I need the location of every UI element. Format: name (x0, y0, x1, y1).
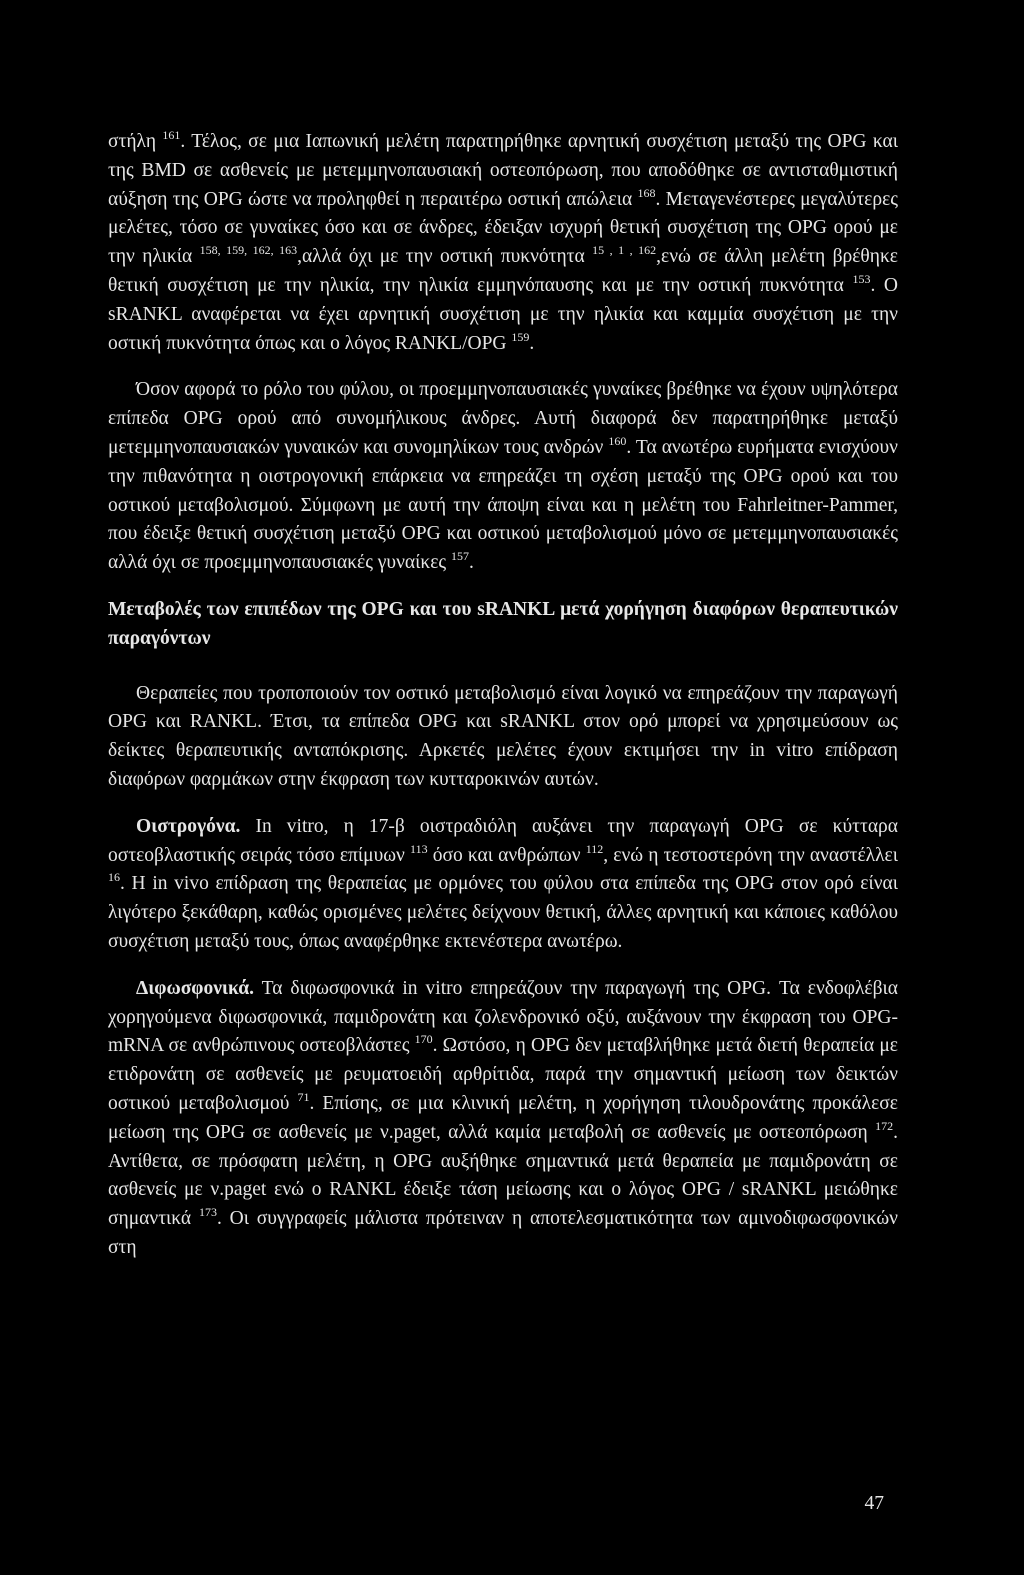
text-span: . Ωστόσο, η OPG δεν μεταβλήθηκε μετά διετή θεραπεία με ετιδρονάτη σε ασθενείς με ρευματοειδή αρθρίτιδα, παρά την σημαντική μείωση των δεικτών οστικού μεταβολισμού (108, 1035, 898, 1114)
citation-ref: 159 (511, 329, 530, 344)
text-span: . Η in vivo επίδραση της θεραπείας με ορμόνες του φύλου στα επίπεδα της OPG στον ορό είναι λιγότερο ξεκάθαρη, καθώς ορισμένες μελέτες δείχνουν θετική, άλλες αρνητική και κάποιες καθόλου συσχέτιση μεταξύ τους, όπως αναφέρθηκε εκτενέστερα ανωτέρω. (108, 873, 898, 952)
paragraph-sex-role (108, 376, 898, 578)
paragraph-lead: Διφωσφονικά. (136, 977, 254, 999)
citation-ref: 160 (608, 433, 627, 448)
citation-ref: 172 (875, 1118, 894, 1133)
paragraph-therapies-intro (108, 680, 898, 795)
text-span: . Ο sRANKL αναφέρεται να έχει αρνητική συσχέτιση με την ηλικία και καμμία συσχέτιση με την οστική πυκνότητα όπως και ο λόγος RANKL/OPG (108, 274, 898, 354)
text-span: όσο και ανθρώπων (427, 844, 586, 866)
text-span: . (468, 552, 474, 574)
text-span: . Αντίθετα, σε πρόσφατη μελέτη, η OPG αυξήθηκε σημαντικά μετά θεραπεία με παμιδρονάτη σε ασθενείς με ν.paget ενώ ο RANKL έδειξε τάση μείωσης και ο λόγος OPG / sRANKL μειώθηκε σημαντικά (108, 1121, 898, 1230)
citation-ref: 173 (198, 1205, 217, 1220)
text-span: . Επίσης, σε μια κλινική μελέτη, η χορήγηση τιλουδρονάτης προκάλεσε μείωση της OPG σε ασθενείς με ν.paget, αλλά καμία μεταβολή σε ασθενείς με οστεοπόρωση (108, 1092, 898, 1143)
text-span: . Τα ανωτέρω ευρήματα ενισχύουν την πιθανότητα η οιστρογονική επάρκεια να επηρεάζει τη σχέση μεταξύ της OPG ορού και του οστικού μεταβολισμού. Σύμφωνη με αυτή την άποψη είναι και η μελέτη του Fahrleitner-Pammer, που έδειξε θετική συσχέτιση μεταξύ OPG και οστικού μεταβολισμού μόνο σε μετεμμηνοπαυσιακές αλλά όχι σε προεμμηνοπαυσιακές γυναίκες (108, 436, 898, 574)
text-span: . Μεταγενέστερες μεγαλύτερες μελέτες, τόσο σε γυναίκες όσο και σε άνδρες, έδειξαν ισχυρή θετική συσχέτιση της OPG ορού με την ηλικία (108, 188, 898, 268)
text-span: , ενώ η τεστοστερόνη την αναστέλλει (603, 844, 898, 866)
section-heading: Μεταβολές των επιπέδων της OPG και του sRANKL μετά χορήγηση διαφόρων θεραπευτικών παραγόντων (108, 598, 898, 649)
citation-ref: 15 , 1 , 162 (592, 243, 657, 258)
text-span: ,ενώ σε άλλη μελέτη βρέθηκε θετική συσχέτιση με την ηλικία, την ηλικία εμμηνόπαυσης και με την οστική πυκνότητα (108, 246, 898, 296)
text-span: . Οι συγγραφείς μάλιστα πρότειναν η αποτελεσματικότητα των αμινοδιφωσφονικών στη (108, 1208, 898, 1258)
text-span: στήλη (108, 131, 163, 152)
document-page (108, 128, 898, 1263)
text-span: Τα διφωσφονικά in vitro επηρεάζουν την παραγωγή της OPG. Τα ενδοφλέβια χορηγούμενα διφωσφονικά, παμιδρονάτη και ζολενδρονικό οξύ, αυξάνουν την έκφραση του OPG-mRNA σε ανθρώπινους οστεοβλάστες (108, 977, 898, 1057)
citation-ref: 158, 159, 162, 163 (199, 243, 298, 258)
citation-ref: 16 (108, 870, 120, 885)
citation-ref: 157 (450, 549, 469, 564)
text-span: Θεραπείες που τροποποιούν τον οστικό μεταβολισμό είναι λογικό να επηρεάζουν την παραγωγή OPG και RANKL. Έτσι, τα επίπεδα OPG και sRANKL στον ορό μπορεί να χρησιμεύσουν ως δείκτες θεραπευτικής ανταπόκρισης. Αρκετές μελέτες έχουν εκτιμήσει την in vitro επίδραση διαφόρων φαρμάκων στην έκφραση των κυτταροκινών αυτών. (108, 682, 898, 790)
paragraph-opg-age-correlation (108, 128, 898, 358)
text-span: . (529, 332, 535, 354)
citation-ref: 161 (162, 128, 181, 142)
text-span: ,αλλά όχι με την οστική πυκνότητα (297, 246, 593, 268)
citation-ref: 112 (585, 841, 604, 856)
paragraph-lead: Οιστρογόνα. (136, 815, 241, 837)
paragraph-estrogens (108, 813, 898, 957)
citation-ref: 168 (637, 185, 656, 200)
page-number: 47 (864, 1493, 884, 1514)
citation-ref: 71 (297, 1089, 310, 1104)
text-span: In vitro, η 17-β οιστραδιόλη αυξάνει την παραγωγή OPG σε κύτταρα οστεοβλαστικής σειράς τόσο επίμυων (108, 815, 898, 866)
citation-ref: 170 (414, 1032, 433, 1047)
text-span: . Τέλος, σε μια Ιαπωνική μελέτη παρατηρήθηκε αρνητική συσχέτιση μεταξύ της OPG και της BMD σε ασθενείς με μετεμμηνοπαυσιακή οστεοπόρωση, που αποδόθηκε σε αντισταθμιστική αύξηση της OPG ώστε να προληφθεί η περαιτέρω οστική απώλεια (108, 131, 898, 210)
text-span: Όσον αφορά το ρόλο του φύλου, οι προεμμηνοπαυσιακές γυναίκες βρέθηκε να έχουν υψηλότερα επίπεδα OPG ορού από συνομήλικους άνδρες. Αυτή διαφορά δεν παρατηρήθηκε μεταξύ μετεμμηνοπαυσιακών γυναικών και συνομηλίκων τους ανδρών (108, 379, 898, 458)
citation-ref: 153 (852, 271, 871, 286)
citation-ref: 113 (410, 841, 428, 856)
paragraph-bisphosphonates (108, 975, 898, 1263)
